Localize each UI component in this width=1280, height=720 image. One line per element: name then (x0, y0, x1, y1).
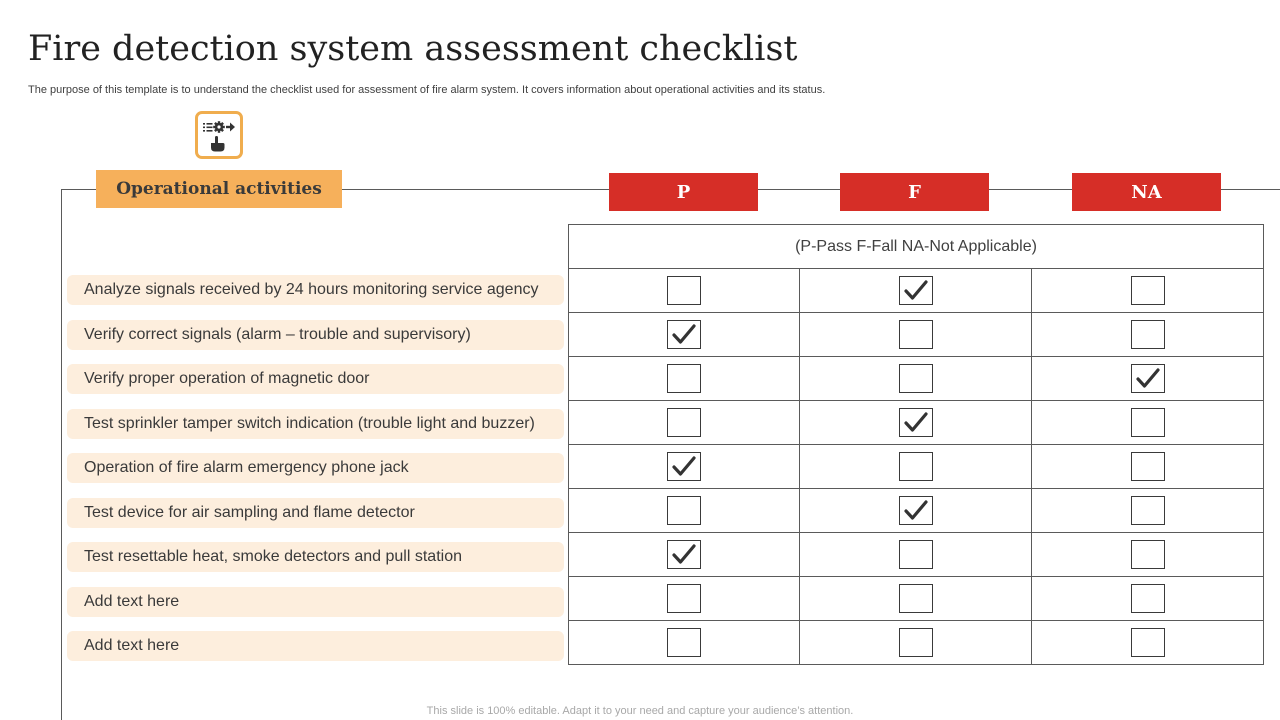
table-row (569, 533, 1264, 577)
checkbox-f[interactable] (899, 540, 933, 569)
checkbox-p[interactable] (667, 452, 701, 481)
legend-row (569, 225, 1264, 269)
checkbox-f[interactable] (899, 496, 933, 525)
checkbox-p[interactable] (667, 584, 701, 613)
table-row (569, 621, 1264, 665)
status-cell-p (569, 577, 800, 621)
checkmark-icon (902, 498, 930, 522)
status-cell-p (569, 621, 800, 665)
activity-item: Add text here (67, 631, 564, 661)
legend-text: (P-Pass F-Fall NA-Not Applicable) (569, 225, 1264, 269)
checkmark-icon (670, 542, 698, 566)
checkbox-na[interactable] (1131, 584, 1165, 613)
status-cell-p (569, 357, 800, 401)
activity-item: Test resettable heat, smoke detectors and pull station (67, 542, 564, 572)
checkbox-f[interactable] (899, 364, 933, 393)
table-row (569, 313, 1264, 357)
page-title: Fire detection system assessment checklist (28, 29, 798, 69)
operational-activities-header: Operational activities (96, 170, 342, 208)
table-row (569, 357, 1264, 401)
status-header-f: F (840, 173, 989, 211)
activity-item: Verify correct signals (alarm – trouble and supervisory) (67, 320, 564, 350)
checkbox-na[interactable] (1131, 452, 1165, 481)
status-cell-f (800, 489, 1032, 533)
status-cell-p (569, 401, 800, 445)
status-cell-f (800, 401, 1032, 445)
checkbox-na[interactable] (1131, 496, 1165, 525)
status-cell-f (800, 533, 1032, 577)
table-row (569, 489, 1264, 533)
checkbox-na[interactable] (1131, 364, 1165, 393)
status-cell-f (800, 577, 1032, 621)
checkbox-na[interactable] (1131, 320, 1165, 349)
status-cell-f (800, 445, 1032, 489)
status-cell-na (1032, 577, 1264, 621)
checkbox-p[interactable] (667, 408, 701, 437)
status-header-p: P (609, 173, 758, 211)
checkbox-na[interactable] (1131, 408, 1165, 437)
checkbox-na[interactable] (1131, 540, 1165, 569)
checkmark-icon (902, 410, 930, 434)
checkbox-f[interactable] (899, 276, 933, 305)
checkbox-f[interactable] (899, 584, 933, 613)
table-row (569, 577, 1264, 621)
activity-item: Test sprinkler tamper switch indication (trouble light and buzzer) (67, 409, 564, 439)
checkbox-p[interactable] (667, 320, 701, 349)
checkbox-p[interactable] (667, 628, 701, 657)
activity-item: Analyze signals received by 24 hours monitoring service agency (67, 275, 564, 305)
status-cell-p (569, 269, 800, 313)
frame-left-line (61, 189, 62, 720)
table-row (569, 269, 1264, 313)
checkbox-f[interactable] (899, 452, 933, 481)
activity-item: Add text here (67, 587, 564, 617)
checkmark-icon (1134, 366, 1162, 390)
checkbox-na[interactable] (1131, 628, 1165, 657)
checkbox-p[interactable] (667, 496, 701, 525)
status-cell-na (1032, 313, 1264, 357)
status-cell-p (569, 313, 800, 357)
checkmark-icon (670, 454, 698, 478)
checkbox-f[interactable] (899, 628, 933, 657)
status-header-na: NA (1072, 173, 1221, 211)
checkmark-icon (670, 322, 698, 346)
page-subtitle: The purpose of this template is to understand the checklist used for assessment of fire alarm system. It covers information about operational activities and its status. (28, 84, 826, 96)
process-gear-hand-icon (195, 111, 243, 159)
activity-item: Test device for air sampling and flame detector (67, 498, 564, 528)
checkbox-p[interactable] (667, 364, 701, 393)
status-cell-p (569, 445, 800, 489)
footer-note: This slide is 100% editable. Adapt it to your need and capture your audience’s attention. (426, 705, 854, 717)
status-cell-na (1032, 357, 1264, 401)
checkbox-f[interactable] (899, 320, 933, 349)
checkbox-p[interactable] (667, 540, 701, 569)
status-cell-na (1032, 445, 1264, 489)
assessment-grid (568, 224, 1264, 665)
status-cell-f (800, 357, 1032, 401)
status-cell-f (800, 313, 1032, 357)
status-cell-na (1032, 533, 1264, 577)
status-cell-na (1032, 489, 1264, 533)
table-row (569, 445, 1264, 489)
status-cell-f (800, 621, 1032, 665)
checkbox-na[interactable] (1131, 276, 1165, 305)
checkbox-f[interactable] (899, 408, 933, 437)
status-cell-p (569, 533, 800, 577)
status-cell-na (1032, 401, 1264, 445)
status-cell-na (1032, 621, 1264, 665)
table-row (569, 401, 1264, 445)
status-cell-f (800, 269, 1032, 313)
checkmark-icon (902, 278, 930, 302)
activity-item: Verify proper operation of magnetic door (67, 364, 564, 394)
status-cell-na (1032, 269, 1264, 313)
activity-item: Operation of fire alarm emergency phone jack (67, 453, 564, 483)
status-cell-p (569, 489, 800, 533)
checkbox-p[interactable] (667, 276, 701, 305)
